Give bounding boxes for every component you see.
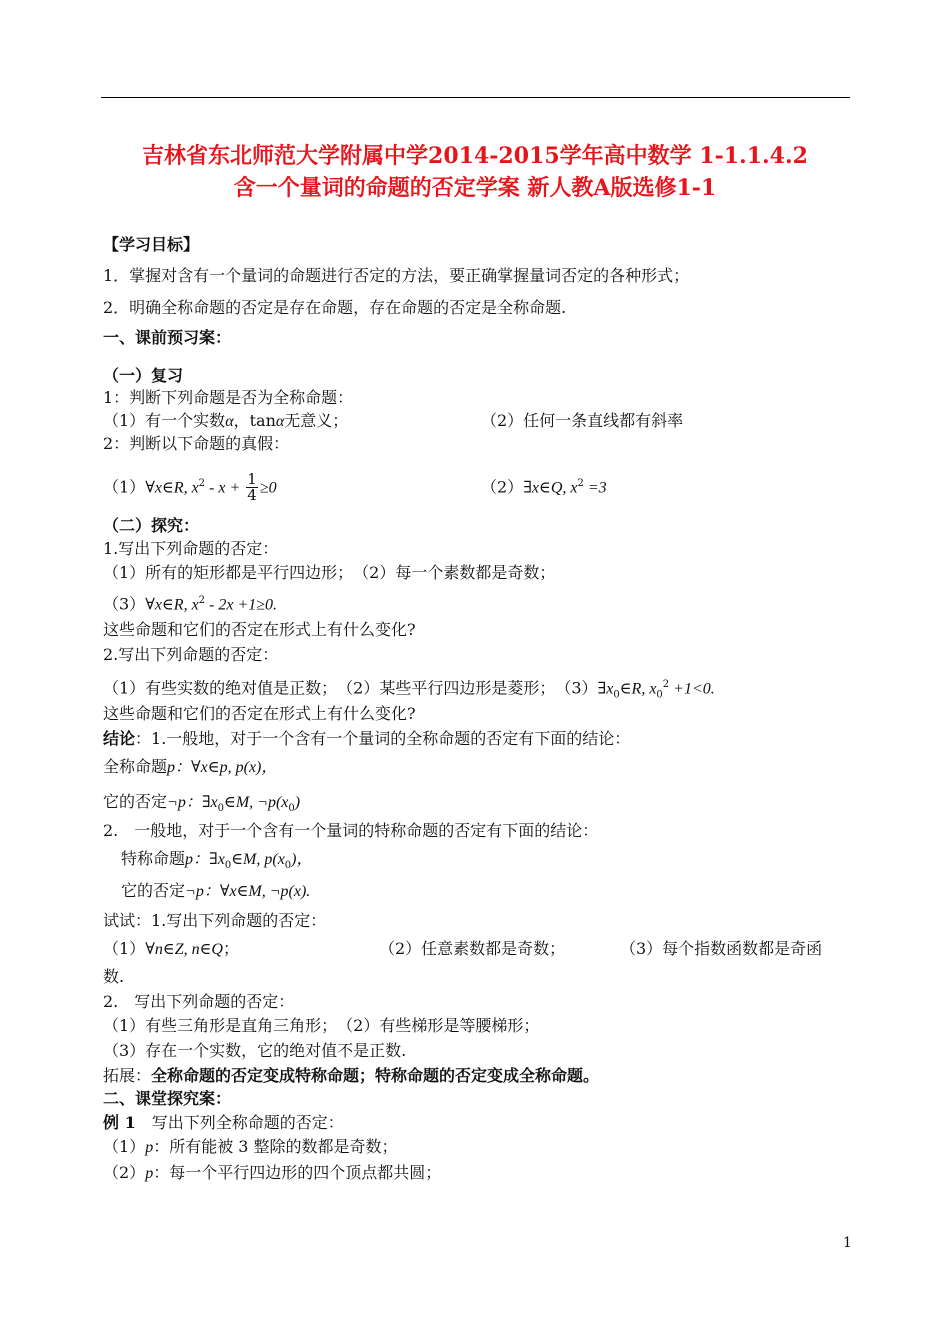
page-number: 1 bbox=[843, 1235, 852, 1251]
trial-1: 试试：1.写出下列命题的否定： bbox=[103, 911, 327, 930]
review-q2-item-2: （2）∃x∈Q, $x^2 =3$ bbox=[481, 477, 607, 497]
explore-2-question: 这些命题和它们的否定在形式上有什么变化? bbox=[103, 704, 416, 723]
extension: 拓展：全称命题的否定变成特称命题；特称命题的否定变成全称命题。 bbox=[103, 1066, 600, 1085]
trial-1-item-2: （2）任意素数都是奇数； bbox=[379, 939, 566, 958]
trial-2-items: （1）有些三角形是直角三角形； （2）有些梯形是等腰梯形； bbox=[103, 1016, 540, 1035]
document-title bbox=[100, 140, 850, 204]
example-1-item-2: （2）p：每一个平行四边形的四个顶点都共圆； bbox=[103, 1163, 442, 1182]
header-rule bbox=[101, 97, 850, 98]
explore-1-items: （1）所有的矩形都是平行四边形； （2）每一个素数都是奇数； bbox=[103, 563, 556, 582]
review-question-2: 2：判断以下命题的真假： bbox=[103, 434, 290, 453]
example-1: 例 1 写出下列全称命题的否定： bbox=[103, 1113, 344, 1132]
conclusion-1: 结论：1.一般地，对于一个含有一个量词的全称命题的否定有下面的结论： bbox=[103, 729, 631, 748]
title-line-2: 含一个量词的命题的否定学案 新人教A版选修1-1 bbox=[233, 175, 717, 201]
explore-1-item-3: （3）∀x∈R, $x^2 - 2x +1\ge 0$. bbox=[103, 594, 278, 614]
trial-1-item-1: （1）∀n∈Z, n∈Q； bbox=[103, 939, 239, 958]
conclusion-2-negation: 它的否定¬p：∀x∈M, ¬p(x). bbox=[121, 881, 311, 900]
objective-2: 2．明确全称命题的否定是存在命题，存在命题的否定是全称命题. bbox=[103, 298, 567, 317]
explore-2: 2.写出下列命题的否定： bbox=[103, 645, 279, 664]
conclusion-2: 2. 一般地，对于一个含有一个量词的特称命题的否定有下面的结论： bbox=[103, 821, 599, 840]
conclusion-2-existential: 特称命题p：$\exists x_0\in M$, $p(x_0)$， bbox=[121, 849, 313, 872]
explore-header: （二）探究： bbox=[103, 516, 200, 535]
fraction: $\frac{1}{4}$ bbox=[247, 470, 257, 505]
review-question-1: 1：判断下列命题是否为全称命题： bbox=[103, 388, 354, 407]
example-1-item-1: （1）p：所有能被 3 整除的数都是奇数； bbox=[103, 1137, 398, 1156]
objective-1: 1．掌握对含有一个量词的命题进行否定的方法，要正确掌握量词否定的各种形式； bbox=[103, 266, 690, 285]
trial-2: 2. 写出下列命题的否定： bbox=[103, 992, 295, 1011]
trial-2-item-3: （3）存在一个实数，它的绝对值不是正数. bbox=[103, 1041, 407, 1060]
review-header: （一）复习 bbox=[103, 366, 184, 385]
objectives-header: 【学习目标】 bbox=[103, 235, 200, 254]
conclusion-1-universal: 全称命题p：∀x∈p, p(x)， bbox=[103, 757, 278, 776]
review-q1-item-1: （1）有一个实数α，tanα无意义； bbox=[103, 411, 349, 430]
trial-1-item-3-cont: 数. bbox=[103, 967, 125, 986]
explore-2-items: （1）有些实数的绝对值是正数； （2）某些平行四边形是菱形； $(3)\exists x_0\in R$, $x_0^2 +1<0$. bbox=[103, 678, 715, 701]
explore-1-question: 这些命题和它们的否定在形式上有什么变化? bbox=[103, 620, 416, 639]
classroom-header: 二、课堂探究案： bbox=[103, 1089, 232, 1108]
review-q1-item-2: （2）任何一条直线都有斜率 bbox=[481, 411, 684, 430]
preview-header: 一、课前预习案： bbox=[103, 328, 232, 347]
explore-1: 1.写出下列命题的否定： bbox=[103, 539, 279, 558]
trial-1-item-3: （3）每个指数函数都是奇函 bbox=[620, 939, 823, 958]
review-q2-item-1: （1）∀x∈R, $x^2$ - x + $\frac{1}{4}$ ≥0 bbox=[103, 470, 277, 505]
title-line-1: 吉林省东北师范大学附属中学2014-2015学年高中数学 1-1.1.4.2 bbox=[142, 143, 808, 169]
conclusion-1-negation: 它的否定¬p：$\exists x_0\in M$, $\neg p(x_0)$ bbox=[103, 792, 301, 815]
